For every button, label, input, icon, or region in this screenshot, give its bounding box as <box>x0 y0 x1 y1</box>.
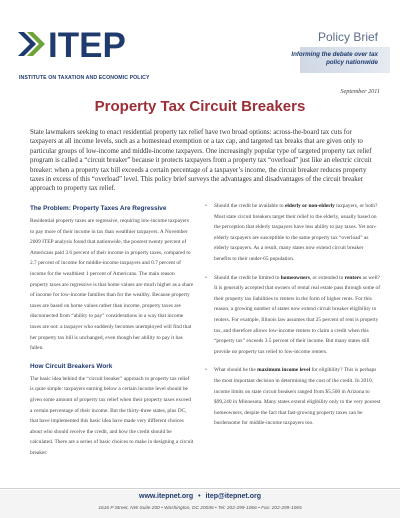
itep-logo <box>18 26 168 81</box>
section-text-how-it-works: The basic idea behind the “circuit breaker” approach to property tax relief is quite simple: taxpayers earning below a certain income level should be given some amount of property tax relief when their property taxes exceed a certain percentage of their income. But the thirty-three states, plus DC, that have implemented this basic idea have made very different choices about who should receive the credit, and how the credit should be calculated. There are a series of basic choices to make in designing a circuit breaker: <box>30 375 194 456</box>
footer-contacts <box>0 493 400 500</box>
bullet-dot-icon: • <box>205 367 207 374</box>
tagline: Informing the debate over tax policy nationwide <box>291 51 378 66</box>
bullet-dot-icon: • <box>205 274 207 281</box>
website-link[interactable]: www.itepnet.org <box>139 493 194 500</box>
email-link[interactable]: itep@itepnet.org <box>205 493 261 500</box>
page-title: Property Tax Circuit Breakers <box>94 98 306 115</box>
logo-subtitle: INSTITUTE ON TAXATION AND ECONOMIC POLICY <box>19 75 150 81</box>
header <box>0 0 400 80</box>
section-heading-problem: The Problem: Property Taxes Are Regressive <box>30 205 167 212</box>
bullet-dot-icon: • <box>205 203 207 209</box>
separator-dot-icon: • <box>198 493 201 500</box>
right-column <box>205 201 381 437</box>
bullet-elderly: • Should the credit be available to elderly or non-elderly taxpayers, or both? Most state circuit breakers target their relief to the elderly, usually based on the perception that elderly taxpayers have less ability to pay taxes. Yet non-elderly taxpayers are susceptible to the same property tax “overload” as elderly taxpayers. As a result, many states now extend circuit breaker benefits to their under-65 population. <box>205 203 378 262</box>
section-heading-how-it-works: How Circuit Breakers Work <box>30 362 113 370</box>
intro-paragraph: State lawmakers seeking to enact residential property tax relief have two broad options: across-the-board tax cuts for taxpayers at all income levels, such as a homestead exemption or a tax cap, and targeted tax breaks that are given only to particular groups of low-income and middle-income taxpayers. One increasingly popular type of targeted property tax relief program is called a “circuit breaker” because it protects taxpayers from a property tax “overload” just like an electric circuit breaker: when a property tax bill exceeds a certain percentage of a taxpayer’s income, the circuit breaker reduces property taxes in excess of this “overload” level. This policy brief surveys the advantages and disadvantages of the circuit breaker approach to property tax relief. <box>30 129 372 193</box>
policy-brief-label: Policy Brief <box>317 30 378 44</box>
section-text-problem: Residential property taxes are regressive, requiring low-income taxpayers to pay more of their income in tax than wealthier taxpayers. A November 2009 ITEP analysis found that nationwide, the poorest twenty percent of Americans paid 3.6 percent of their income in property taxes, compared to 2.7 percent of income for middle-income taxpayers and 0.7 percent of income for the wealthiest 1 percent of Americans. The main reason property taxes are regressive is that home values are much higher as a share of income for low-income families than for the wealthy. Because property taxes are based on home values rather than income, property taxes are disconnected from “ability to pay” considerations in a way that income taxes are not: a taxpayer who suddenly becomes unemployed will find that her property tax bill is unchanged, even though her ability to pay it has fallen. <box>30 218 194 352</box>
footer-divider <box>0 488 400 489</box>
left-column <box>30 205 194 458</box>
bullet-renters: • Should the credit be limited to homeowners, or extended to renters as well? It is generally accepted that owners of rental real estate pass through some of their property tax liabilities to renters in the form of higher rents. For this reason, a growing number of states now extend circuit breaker eligibility to renters. For example, Illinois law assumes that 25 percent of rent is property tax, and therefore allows low-income renters to claim a credit when this “property tax” exceeds 3.5 percent of their income. But many states still provide no property tax relief to low-income renters. <box>205 274 380 355</box>
publication-date: September 2011 <box>340 88 380 95</box>
svg-text:ITEP: ITEP <box>48 26 126 62</box>
footer-address: 1616 P Street, NW Suite 200 • Washington, DC 20036 • Tel: 202-299-1066 • Fax: 202-299-1065 <box>98 506 302 511</box>
bullet-income-level: • What should be the maximum income level for eligibility? This is perhaps the most important decision in determining the cost of the credit. In 2010, income limits on state circuit breakers ranged from $5,500 in Arizona to $99,240 in Minnesota. Many states extend eligibility only to the very poorest homeowners, despite the fact that fast-growing property taxes can be burdensome for middle-income taxpayers too. <box>205 367 381 427</box>
itep-logo-icon <box>18 26 168 62</box>
